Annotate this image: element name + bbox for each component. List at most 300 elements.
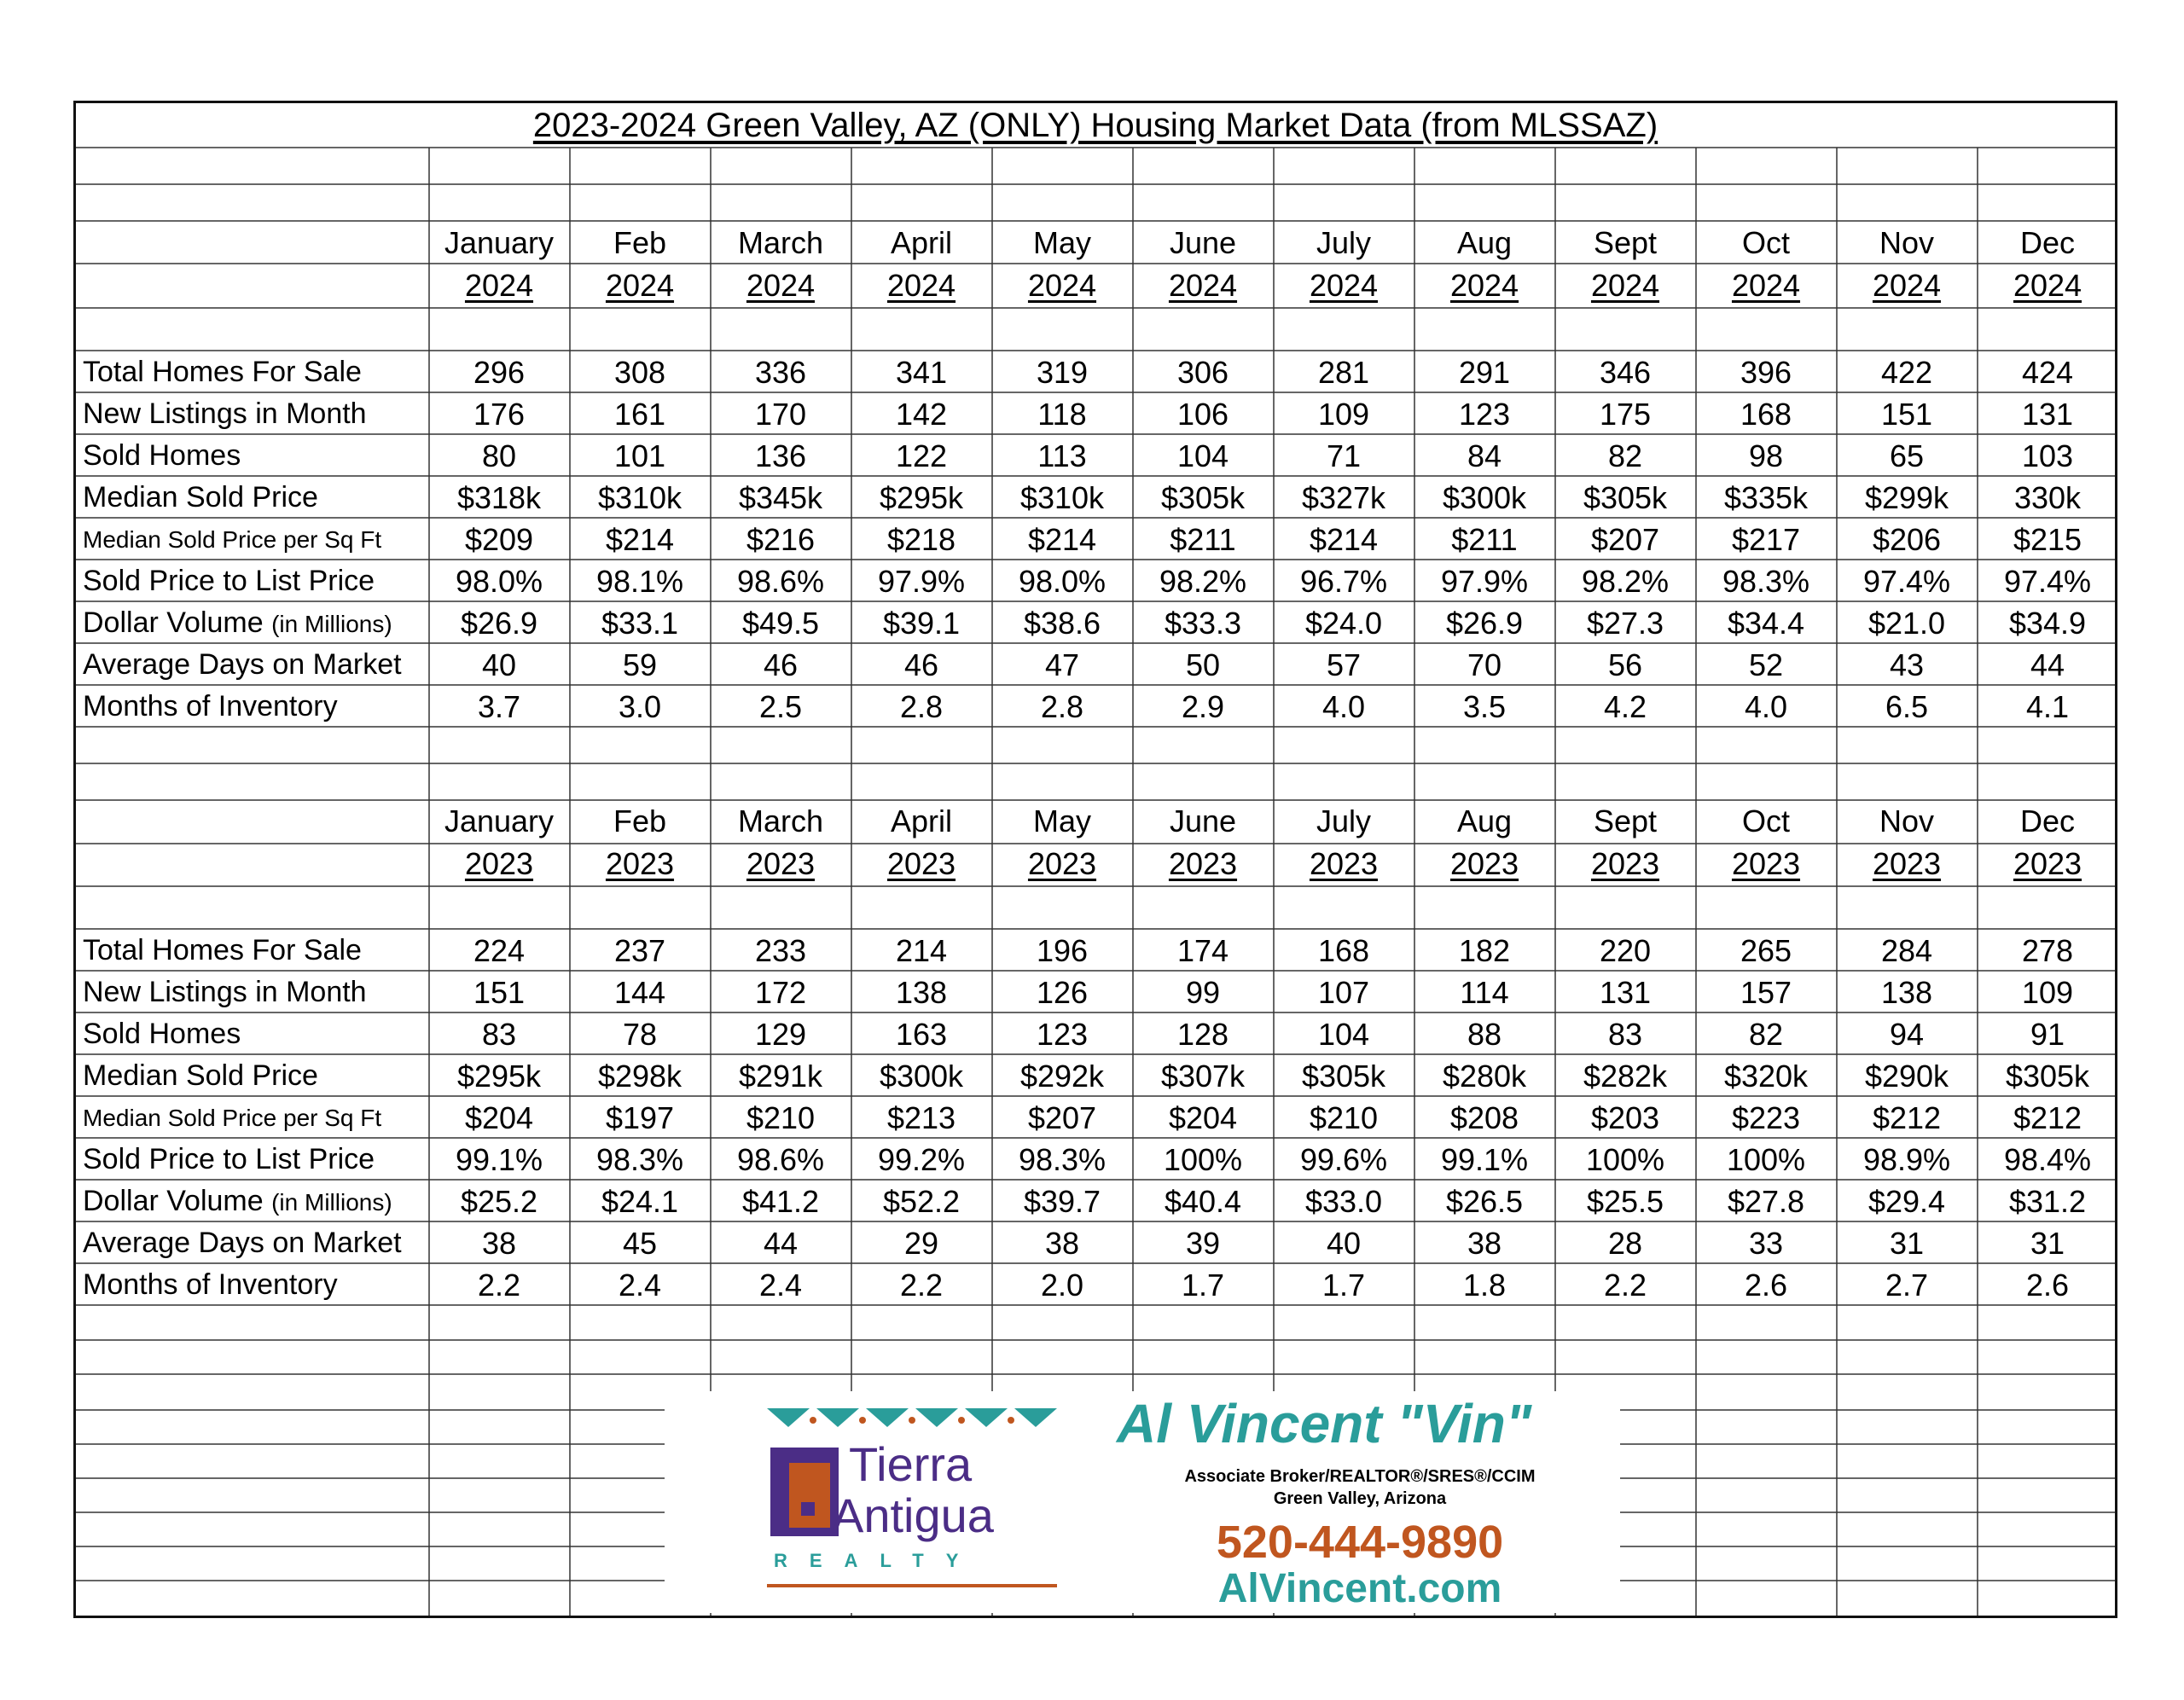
year-header: 2024 (1309, 268, 1379, 303)
table-cell: $204 (464, 1100, 534, 1135)
table-cell: $33.1 (601, 606, 679, 641)
table-cell: 97.9% (1440, 564, 1529, 599)
table-cell: $209 (464, 522, 534, 557)
month-header: May (1032, 225, 1091, 260)
row-label (83, 566, 375, 595)
page-title: 2023-2024 Green Valley, AZ (ONLY) Housing Market Data (from MLSSAZ) (532, 107, 1658, 144)
table-cell: 113 (1037, 438, 1087, 473)
row-label (83, 608, 392, 637)
table-cell: $207 (1590, 522, 1660, 557)
row-label (83, 1145, 375, 1174)
table-cell: 161 (613, 397, 666, 432)
row-label-text: Sold Price to List Price (83, 1143, 375, 1175)
table-cell: 2.2 (1603, 1268, 1647, 1303)
table-cell: $33.3 (1164, 606, 1242, 641)
table-cell: 83 (1607, 1017, 1643, 1052)
table-cell: $320k (1723, 1059, 1809, 1094)
table-cell: 4.2 (1603, 689, 1647, 724)
brand-name-line1: Tierra (849, 1437, 973, 1491)
row-label-text: Average Days on Market (83, 1227, 402, 1259)
table-cell: $212 (2013, 1100, 2082, 1135)
advertisement-banner (665, 1391, 1620, 1613)
table-cell: 123 (1036, 1017, 1089, 1052)
table-cell: 98.6% (736, 564, 825, 599)
table-cell: $291k (738, 1059, 823, 1094)
table-cell: 109 (1317, 397, 1370, 432)
table-cell: 52 (1748, 647, 1784, 682)
table-cell: 46 (763, 647, 799, 682)
table-cell: $300k (879, 1059, 964, 1094)
table-cell: 106 (1176, 397, 1229, 432)
month-header: Nov (1879, 804, 1935, 838)
table-cell: 341 (895, 355, 948, 390)
month-header: Nov (1879, 225, 1935, 260)
table-cell: 57 (1326, 647, 1362, 682)
table-cell: $307k (1160, 1059, 1246, 1094)
table-cell: 3.7 (477, 689, 521, 724)
table-cell: 174 (1176, 933, 1229, 968)
year-header: 2023 (1309, 846, 1379, 881)
row-label (83, 399, 367, 428)
row-label-text: Sold Homes (83, 439, 241, 472)
table-cell: 47 (1044, 647, 1080, 682)
agent-phone: 520-444-9890 (1216, 1517, 1504, 1568)
table-cell: $214 (1309, 522, 1379, 557)
table-cell: 4.0 (1321, 689, 1366, 724)
month-header: January (444, 225, 555, 260)
table-cell: $305k (1583, 480, 1668, 515)
table-cell: $26.5 (1445, 1184, 1524, 1219)
table-cell: 44 (2030, 647, 2065, 682)
table-cell: 103 (2021, 438, 2074, 473)
table-cell: 44 (763, 1226, 799, 1261)
month-header: June (1169, 225, 1237, 260)
year-header: 2024 (1027, 268, 1097, 303)
month-header: Sept (1593, 804, 1658, 838)
table-cell: 422 (1880, 355, 1933, 390)
table-cell: 99.2% (877, 1142, 966, 1177)
row-label (83, 1187, 392, 1216)
table-cell: 98.3% (1722, 564, 1810, 599)
row-label-unit: (in Millions) (271, 611, 392, 637)
row-label (83, 441, 241, 470)
table-cell: 78 (622, 1017, 658, 1052)
table-cell: $34.4 (1727, 606, 1805, 641)
table-cell: 151 (1880, 397, 1933, 432)
table-cell: 2.8 (1040, 689, 1084, 724)
month-header: Oct (1741, 225, 1790, 260)
year-header: 2024 (746, 268, 816, 303)
table-cell: $212 (1872, 1100, 1942, 1135)
table-cell: 196 (1036, 933, 1089, 968)
table-cell: $197 (605, 1100, 675, 1135)
table-cell: 172 (754, 975, 807, 1010)
table-cell: 424 (2021, 355, 2074, 390)
table-cell: 2.0 (1040, 1268, 1084, 1303)
table-cell: 2.6 (2025, 1268, 2070, 1303)
table-cell: $318k (456, 480, 542, 515)
table-cell: 136 (754, 438, 807, 473)
table-cell: 3.0 (618, 689, 662, 724)
table-cell: 2.4 (618, 1268, 662, 1303)
table-cell: $52.2 (882, 1184, 961, 1219)
table-cell: $38.6 (1023, 606, 1101, 641)
table-cell: $206 (1872, 522, 1942, 557)
table-cell: 40 (481, 647, 517, 682)
table-cell: $295k (456, 1059, 542, 1094)
table-cell: $29.4 (1867, 1184, 1946, 1219)
table-cell: $27.3 (1586, 606, 1664, 641)
table-cell: 2.5 (758, 689, 803, 724)
table-cell: $204 (1168, 1100, 1238, 1135)
month-header: Aug (1456, 225, 1513, 260)
table-cell: 1.7 (1181, 1268, 1225, 1303)
table-cell: 33 (1748, 1226, 1784, 1261)
table-cell: 98.6% (736, 1142, 825, 1177)
table-cell: 168 (1740, 397, 1792, 432)
year-header: 2024 (464, 268, 534, 303)
table-cell: $210 (1309, 1100, 1379, 1135)
table-cell: 99.6% (1299, 1142, 1388, 1177)
table-cell: 151 (473, 975, 526, 1010)
year-header: 2023 (1168, 846, 1238, 881)
table-cell: $210 (746, 1100, 816, 1135)
row-label-text: Median Sold Price (83, 481, 318, 513)
table-cell: 2.8 (899, 689, 944, 724)
row-label (83, 650, 402, 679)
row-label-text: Median Sold Price per Sq Ft (83, 1105, 382, 1131)
table-cell: 91 (2030, 1017, 2065, 1052)
table-cell: 170 (754, 397, 807, 432)
table-cell: 346 (1599, 355, 1652, 390)
table-cell: $282k (1583, 1059, 1668, 1094)
table-cell: 157 (1740, 975, 1792, 1010)
row-label (83, 936, 362, 965)
table-cell: 296 (473, 355, 526, 390)
row-label-text: Dollar Volume (83, 606, 264, 639)
table-cell: $345k (738, 480, 823, 515)
month-header: July (1316, 225, 1372, 260)
table-cell: $49.5 (741, 606, 820, 641)
table-cell: 100% (1726, 1142, 1806, 1177)
table-cell: $211 (1451, 522, 1518, 557)
table-cell: 70 (1467, 647, 1502, 682)
month-header: May (1032, 804, 1091, 838)
table-cell: 94 (1889, 1017, 1925, 1052)
month-header: January (444, 804, 555, 838)
table-cell: 82 (1607, 438, 1643, 473)
table-cell: 97.9% (877, 564, 966, 599)
table-cell: 39 (1185, 1226, 1221, 1261)
table-cell: $27.8 (1727, 1184, 1805, 1219)
table-cell: 131 (1599, 975, 1652, 1010)
month-header: April (890, 804, 953, 838)
table-cell: 46 (903, 647, 939, 682)
table-cell: 83 (481, 1017, 517, 1052)
table-cell: 265 (1740, 933, 1792, 968)
row-label (83, 978, 367, 1007)
table-cell: 45 (622, 1226, 658, 1261)
table-cell: $305k (1160, 480, 1246, 515)
row-label-text: New Listings in Month (83, 397, 367, 430)
table-cell: 291 (1458, 355, 1511, 390)
table-cell: 163 (895, 1017, 948, 1052)
table-cell: 50 (1185, 647, 1221, 682)
year-header: 2023 (886, 846, 956, 881)
year-header: 2024 (2013, 268, 2082, 303)
row-label (83, 1270, 338, 1299)
table-cell: 138 (895, 975, 948, 1010)
row-label-text: Sold Homes (83, 1018, 241, 1050)
row-label (83, 1061, 318, 1090)
brand-name-line2: Antigua (832, 1488, 994, 1542)
table-cell: 96.7% (1299, 564, 1388, 599)
table-cell: 80 (481, 438, 517, 473)
table-cell: $218 (886, 522, 956, 557)
table-cell: 98.2% (1581, 564, 1670, 599)
table-cell: 2.2 (899, 1268, 944, 1303)
table-cell: 2.2 (477, 1268, 521, 1303)
table-cell: $280k (1442, 1059, 1527, 1094)
month-header: Oct (1741, 804, 1790, 838)
month-header: July (1316, 804, 1372, 838)
row-label (83, 528, 381, 552)
table-cell: 175 (1599, 397, 1652, 432)
table-cell: 308 (613, 355, 666, 390)
table-cell: 104 (1317, 1017, 1370, 1052)
table-cell: $292k (1019, 1059, 1105, 1094)
table-cell: 99.1% (455, 1142, 543, 1177)
month-header: March (737, 225, 824, 260)
row-label-text: Months of Inventory (83, 1268, 338, 1301)
table-cell: 100% (1163, 1142, 1243, 1177)
table-cell: 31 (1889, 1226, 1925, 1261)
table-cell: $290k (1864, 1059, 1949, 1094)
table-cell: 281 (1317, 355, 1370, 390)
table-cell: 131 (2021, 397, 2074, 432)
table-cell: 144 (613, 975, 666, 1010)
row-label-text: New Listings in Month (83, 976, 367, 1008)
table-cell: $298k (597, 1059, 682, 1094)
table-cell: $34.9 (2008, 606, 2087, 641)
year-header: 2023 (605, 846, 675, 881)
table-cell: 82 (1748, 1017, 1784, 1052)
table-cell: 28 (1607, 1226, 1643, 1261)
table-cell: 237 (613, 933, 666, 968)
row-label-text: Median Sold Price (83, 1059, 318, 1092)
agent-location: Green Valley, Arizona (1273, 1489, 1447, 1508)
table-cell: $31.2 (2008, 1184, 2087, 1219)
table-cell: 233 (754, 933, 807, 968)
table-cell: 122 (895, 438, 948, 473)
table-cell: 109 (2021, 975, 2074, 1010)
table-cell: $327k (1301, 480, 1386, 515)
table-cell: 38 (1467, 1226, 1502, 1261)
table-cell: 97.4% (2003, 564, 2092, 599)
table-cell: 98.0% (1018, 564, 1107, 599)
table-cell: 114 (1460, 975, 1509, 1010)
year-header: 2024 (886, 268, 956, 303)
row-label (83, 692, 338, 721)
row-label (83, 357, 362, 386)
table-cell: 3.5 (1462, 689, 1507, 724)
table-cell: $208 (1449, 1100, 1519, 1135)
month-header: Sept (1593, 225, 1658, 260)
agent-name: Al Vincent "Vin" (1117, 1393, 1532, 1454)
table-cell: $299k (1864, 480, 1949, 515)
table-cell: $335k (1723, 480, 1809, 515)
table-cell: $305k (1301, 1059, 1386, 1094)
table-cell: 38 (481, 1226, 517, 1261)
year-header: 2023 (746, 846, 816, 881)
table-cell: 126 (1036, 975, 1089, 1010)
year-header: 2023 (1731, 846, 1801, 881)
table-cell: 104 (1176, 438, 1229, 473)
table-cell: 98.0% (455, 564, 543, 599)
table-cell: 396 (1740, 355, 1792, 390)
row-label-text: Total Homes For Sale (83, 356, 362, 388)
table-cell: 168 (1317, 933, 1370, 968)
year-header: 2024 (1731, 268, 1801, 303)
table-cell: 278 (2021, 933, 2074, 968)
year-header: 2023 (2013, 846, 2082, 881)
row-label-text: Months of Inventory (83, 690, 338, 722)
month-header: Aug (1456, 804, 1513, 838)
year-header: 2024 (1449, 268, 1519, 303)
table-cell: $214 (1027, 522, 1097, 557)
table-cell: 2.6 (1744, 1268, 1788, 1303)
year-header: 2023 (1027, 846, 1097, 881)
month-header: March (737, 804, 824, 838)
row-label (83, 1106, 381, 1130)
table-cell: 98.3% (1018, 1142, 1107, 1177)
table-cell: 40 (1326, 1226, 1362, 1261)
table-cell: 1.7 (1321, 1268, 1366, 1303)
table-cell: $39.7 (1023, 1184, 1101, 1219)
table-cell: 101 (613, 438, 666, 473)
row-label-text: Dollar Volume (83, 1185, 264, 1217)
row-label-text: Total Homes For Sale (83, 934, 362, 966)
table-cell: 71 (1326, 438, 1362, 473)
table-cell: $213 (886, 1100, 956, 1135)
brand-name-line3: REALTY (774, 1550, 981, 1571)
table-cell: $211 (1170, 522, 1236, 557)
table-cell: 4.1 (2025, 689, 2070, 724)
table-cell: $203 (1590, 1100, 1660, 1135)
table-cell: $215 (2013, 522, 2082, 557)
row-label (83, 483, 318, 512)
table-cell: 220 (1599, 933, 1652, 968)
row-label (83, 1019, 241, 1048)
table-cell: 2.9 (1181, 689, 1225, 724)
table-cell: 43 (1889, 647, 1925, 682)
table-cell: 330k (2013, 480, 2082, 515)
table-cell: $25.5 (1586, 1184, 1664, 1219)
table-cell: $310k (597, 480, 682, 515)
adobe-building-icon (770, 1448, 839, 1536)
table-cell: 224 (473, 933, 526, 968)
table-cell: 176 (473, 397, 526, 432)
table-cell: $26.9 (460, 606, 538, 641)
month-header: Feb (613, 804, 667, 838)
table-cell: 59 (622, 647, 658, 682)
table-cell: $24.0 (1304, 606, 1383, 641)
table-cell: 2.4 (758, 1268, 803, 1303)
table-cell: 129 (754, 1017, 807, 1052)
table-cell: $41.2 (741, 1184, 820, 1219)
row-label-unit: (in Millions) (271, 1189, 392, 1216)
table-cell: 128 (1176, 1017, 1229, 1052)
table-cell: $216 (746, 522, 816, 557)
agent-title: Associate Broker/REALTOR®/SRES®/CCIM (1184, 1467, 1536, 1486)
year-header: 2023 (1872, 846, 1942, 881)
table-cell: 142 (895, 397, 948, 432)
table-cell: 98.9% (1862, 1142, 1951, 1177)
table-cell: $26.9 (1445, 606, 1524, 641)
row-label-text: Median Sold Price per Sq Ft (83, 526, 382, 553)
table-cell: 31 (2030, 1226, 2065, 1261)
table-cell: 38 (1044, 1226, 1080, 1261)
year-header: 2023 (1449, 846, 1519, 881)
table-cell: 56 (1607, 647, 1643, 682)
table-cell: $300k (1442, 480, 1527, 515)
table-cell: 84 (1467, 438, 1502, 473)
month-header: Dec (2019, 804, 2076, 838)
table-cell: $217 (1731, 522, 1801, 557)
table-cell: $305k (2005, 1059, 2090, 1094)
market-data-sheet (73, 101, 2117, 1618)
table-cell: 336 (754, 355, 807, 390)
table-cell: $310k (1019, 480, 1105, 515)
month-header: Dec (2019, 225, 2076, 260)
triangle-border-icon (767, 1408, 1057, 1427)
table-cell: $295k (879, 480, 964, 515)
table-cell: $214 (605, 522, 675, 557)
table-cell: 214 (895, 933, 948, 968)
table-cell: 4.0 (1744, 689, 1788, 724)
row-label-text: Sold Price to List Price (83, 565, 375, 597)
table-cell: 99.1% (1440, 1142, 1529, 1177)
agent-website: AlVincent.com (1217, 1566, 1502, 1611)
table-cell: 182 (1458, 933, 1511, 968)
table-cell: 306 (1176, 355, 1229, 390)
row-label-text: Average Days on Market (83, 648, 402, 681)
year-header: 2024 (1590, 268, 1660, 303)
year-header: 2023 (464, 846, 534, 881)
table-cell: 138 (1880, 975, 1933, 1010)
year-header: 2024 (1168, 268, 1238, 303)
table-cell: 6.5 (1885, 689, 1929, 724)
table-cell: 99 (1185, 975, 1221, 1010)
year-header: 2024 (1872, 268, 1942, 303)
table-cell: 98.2% (1159, 564, 1247, 599)
table-cell: $21.0 (1867, 606, 1946, 641)
table-cell: 98.3% (595, 1142, 684, 1177)
table-cell: 65 (1889, 438, 1925, 473)
table-cell: 2.7 (1885, 1268, 1929, 1303)
table-cell: 118 (1037, 397, 1087, 432)
table-cell: 284 (1880, 933, 1933, 968)
month-header: June (1169, 804, 1237, 838)
row-label (83, 1228, 402, 1257)
table-cell: 97.4% (1862, 564, 1951, 599)
table-cell: 1.8 (1462, 1268, 1507, 1303)
month-header: Feb (613, 225, 667, 260)
table-cell: $207 (1027, 1100, 1097, 1135)
table-cell: 100% (1585, 1142, 1665, 1177)
table-cell: $39.1 (882, 606, 961, 641)
table-cell: 98 (1748, 438, 1784, 473)
